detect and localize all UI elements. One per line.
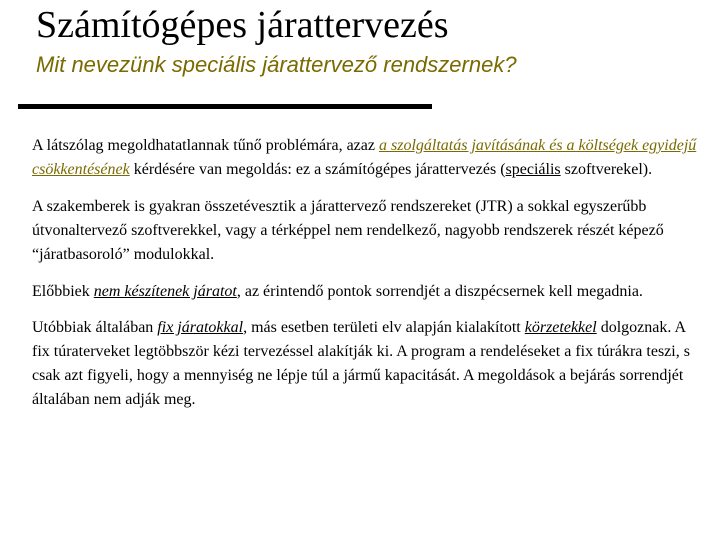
paragraph-route-planners xyxy=(32,280,698,303)
p2-text: A szakemberek is gyakran összetévesztik a járattervező rendszereket (JTR) a sokkal egyszerűbb útvonaltervező szoftverekkel, vagy a térképpel nem rendelkező, nagyobb rendszerek részét képező “járatbasoroló” modulokkal. xyxy=(32,198,664,263)
slide-subtitle: Mit nevezünk speciális járattervező rendszernek? xyxy=(36,52,517,77)
p4-emphasis-districts: körzetekkel xyxy=(524,319,597,336)
p1-underlined-word: speciális xyxy=(505,161,561,178)
p3-emphasis: nem készítenek járatot xyxy=(93,283,237,300)
slide-body xyxy=(32,134,698,425)
paragraph-definition xyxy=(32,134,698,182)
p4-text-c: , más esetben területi elv alapján kialakított xyxy=(243,319,525,336)
p4-emphasis-fixed: fix járatokkal xyxy=(157,319,244,336)
p1-text-e: szoftverekel). xyxy=(560,161,653,178)
p1-text-c: kérdésére van megoldás: ez a számítógépes járattervezés ( xyxy=(129,161,506,178)
p1-text-a: A látszólag megoldhatatlannak tűnő problémára, azaz xyxy=(32,137,379,154)
subtitle-container xyxy=(36,50,596,104)
p4-text-a: Utóbbiak általában xyxy=(32,319,158,336)
paragraph-modules xyxy=(32,316,698,412)
slide-title: Számítógépes járattervezés xyxy=(36,4,449,46)
p3-text-a: Előbbiek xyxy=(32,283,94,300)
p3-text-c: , az érintendő pontok sorrendjét a diszpécsernek kell megadnia. xyxy=(236,283,643,300)
p4-text-e: dolgoznak. A fix túraterveket legtöbbször kézi tervezéssel alakítják ki. A program a rendeléseket a fix túrákra teszi, s csak azt figyeli, hogy a mennyiség ne lépje túl a jármű kapacitását. A megoldások a bejárás sorrendjét általában nem adják meg. xyxy=(32,319,690,408)
p1-highlight: a szolgáltatás javításának és a költségek egyidejű csökkentésének xyxy=(32,137,697,178)
paragraph-confusion xyxy=(32,195,698,267)
title-divider xyxy=(18,104,432,109)
